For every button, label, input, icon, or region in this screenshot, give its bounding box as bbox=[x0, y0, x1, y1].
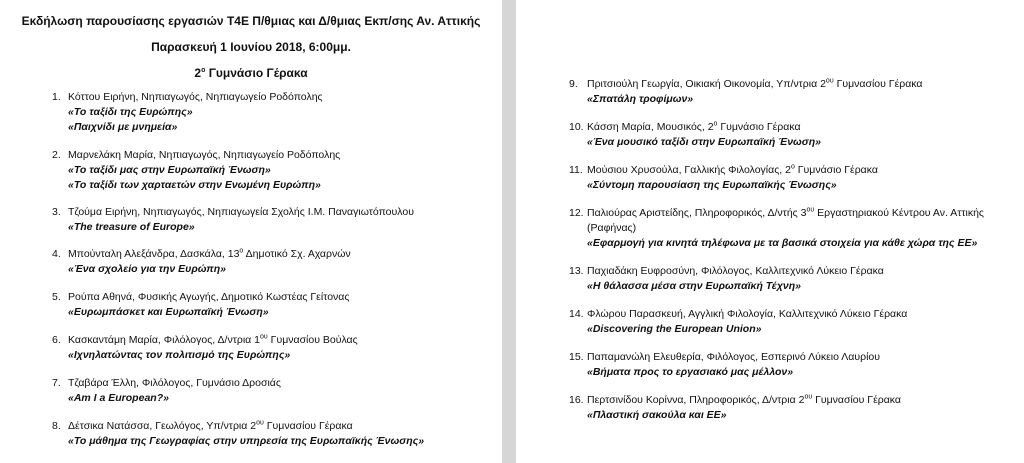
item-number: 12. bbox=[569, 207, 584, 219]
item-title: «Πλαστική σακούλα και ΕΕ» bbox=[587, 409, 727, 421]
item-title: «Το μάθημα της Γεωγραφίας στην υπηρεσία της Ευρωπαϊκής Ένωσης» bbox=[68, 435, 425, 447]
item-number: 14. bbox=[569, 308, 584, 320]
item-author: Πριτσιούλη Γεωργία, Οικιακή Οικονομία, Υπ/ντρια $2^{o\upsilon}$ Γυμνασίου Γέρακα bbox=[587, 77, 923, 90]
document-page-left bbox=[0, 0, 502, 463]
item-title: «Το ταξίδι της Ευρώπης» bbox=[68, 106, 193, 118]
item-title: «Το ταξίδι των χαρταετών στην Ενωμένη Ευρώπη» bbox=[68, 179, 321, 191]
event-venue bbox=[0, 66, 502, 80]
item-number: 2. bbox=[52, 149, 61, 161]
item-number: 13. bbox=[569, 265, 584, 277]
item-number: 3. bbox=[52, 206, 61, 218]
item-author: Μούσιου Χρυσούλα, Γαλλικής Φιλολογίας, $2^o$ Γυμνάσιο Γέρακα bbox=[587, 163, 878, 176]
item-number: 4. bbox=[52, 248, 61, 260]
venue-superscript: ο bbox=[201, 67, 206, 74]
item-title: «Βήματα προς το εργασιακό μας μέλλον» bbox=[587, 366, 794, 378]
item-title: «Am I a European?» bbox=[68, 392, 169, 404]
item-title: «Εφαρμογή για κινητά τηλέφωνα με τα βασικά στοιχεία για κάθε χώρα της ΕΕ» bbox=[587, 237, 978, 249]
item-author-continued: (Ραφήνας) bbox=[587, 222, 637, 234]
item-title: «Ένα σχολείο για την Ευρώπη» bbox=[68, 263, 227, 275]
item-author: Κάσση Μαρία, Μουσικός, $2^o$ Γυμνάσιο Γέρακα bbox=[587, 120, 801, 133]
item-number: 16. bbox=[569, 394, 584, 406]
venue-number: 2 bbox=[194, 66, 202, 80]
item-author: Παλιούρας Αριστείδης, Πληροφορικός, Δ/ντής $3^{o\upsilon}$ Εργαστηριακού Κέντρου Αν. Αττικής bbox=[587, 206, 984, 219]
item-number: 9. bbox=[569, 78, 578, 90]
item-title: «Το ταξίδι μας στην Ευρωπαϊκή Ένωση» bbox=[68, 164, 271, 176]
item-title: «Ευρωμπάσκετ και Ευρωπαϊκή Ένωση» bbox=[68, 306, 269, 318]
item-title: «Σύντομη παρουσίαση της Ευρωπαϊκής Ένωσης» bbox=[587, 179, 837, 191]
item-author: Παχιαδάκη Ευφροσύνη, Φιλόλογος, Καλλιτεχνικό Λύκειο Γέρακα bbox=[587, 265, 884, 277]
item-number: 10. bbox=[569, 121, 584, 133]
document-page-right bbox=[516, 0, 1024, 463]
document-title: Εκδήλωση παρουσίασης εργασιών Τ4Ε Π/θμιας και Δ/θμιας Εκπ/σης Αν. Αττικής bbox=[21, 14, 481, 28]
item-title: «Παιχνίδι με μνημεία» bbox=[68, 121, 178, 133]
item-title: «Σπατάλη τροφίμων» bbox=[587, 93, 694, 105]
item-author: Τζούμα Ειρήνη, Νηπιαγωγός, Νηπιαγωγεία Σχολής Ι.Μ. Παναγιωτόπουλου bbox=[68, 206, 414, 218]
item-author: Κασκαντάμη Μαρία, Φιλόλογος, Δ/ντρια $1^{o\upsilon}$ Γυμνασίου Βούλας bbox=[68, 333, 358, 346]
item-number: 6. bbox=[52, 334, 61, 346]
item-author: Μπούνταλη Αλεξάνδρα, Δασκάλα, $13^o$ Δημοτικό Σχ. Αχαρνών bbox=[68, 247, 351, 260]
item-number: 11. bbox=[569, 164, 583, 176]
item-author: Τζαβάρα Έλλη, Φιλόλογος, Γυμνάσιο Δροσιάς bbox=[68, 377, 281, 389]
venue-name: Γυμνάσιο Γέρακα bbox=[205, 66, 308, 80]
item-author: Φλώρου Παρασκευή, Αγγλική Φιλολογία, Καλλιτεχνικό Λύκειο Γέρακα bbox=[587, 308, 908, 320]
item-author: Κόττου Ειρήνη, Νηπιαγωγός, Νηπιαγωγείο Ροδόπολης bbox=[68, 91, 323, 103]
event-date: Παρασκευή 1 Ιουνίου 2018, 6:00μμ. bbox=[151, 40, 351, 54]
item-author: Ρούπα Αθηνά, Φυσικής Αγωγής, Δημοτικό Κωστέας Γείτονας bbox=[68, 291, 350, 303]
item-number: 7. bbox=[52, 377, 61, 389]
item-title: «The treasure of Europe» bbox=[68, 221, 195, 233]
item-number: 8. bbox=[52, 420, 61, 432]
item-author: Περτσινίδου Κορίννα, Πληροφορικός, Δ/ντρια $2^{o\upsilon}$ Γυμνασίου Γέρακα bbox=[587, 393, 901, 406]
item-title: «Discovering the European Union» bbox=[587, 323, 762, 335]
item-author: Παπαμανώλη Ελευθερία, Φιλόλογος, Εσπερινό Λύκειο Λαυρίου bbox=[587, 351, 881, 363]
item-number: 15. bbox=[569, 351, 584, 363]
item-author: Δέτσικα Νατάσσα, Γεωλόγος, Υπ/ντρια $2^{o\upsilon}$ Γυμνασίου Γέρακα bbox=[68, 419, 353, 432]
item-title: «Ένα μουσικό ταξίδι στην Ευρωπαϊκή Ένωση» bbox=[587, 136, 822, 148]
item-author: Μαρνελάκη Μαρία, Νηπιαγωγός, Νηπιαγωγείο Ροδόπολης bbox=[68, 149, 341, 161]
item-number: 1. bbox=[52, 91, 61, 103]
item-title: «Η θάλασσα μέσα στην Ευρωπαϊκή Τέχνη» bbox=[587, 280, 801, 292]
item-number: 5. bbox=[52, 291, 61, 303]
item-title: «Ιχνηλατώντας τον πολιτισμό της Ευρώπης» bbox=[68, 349, 291, 361]
